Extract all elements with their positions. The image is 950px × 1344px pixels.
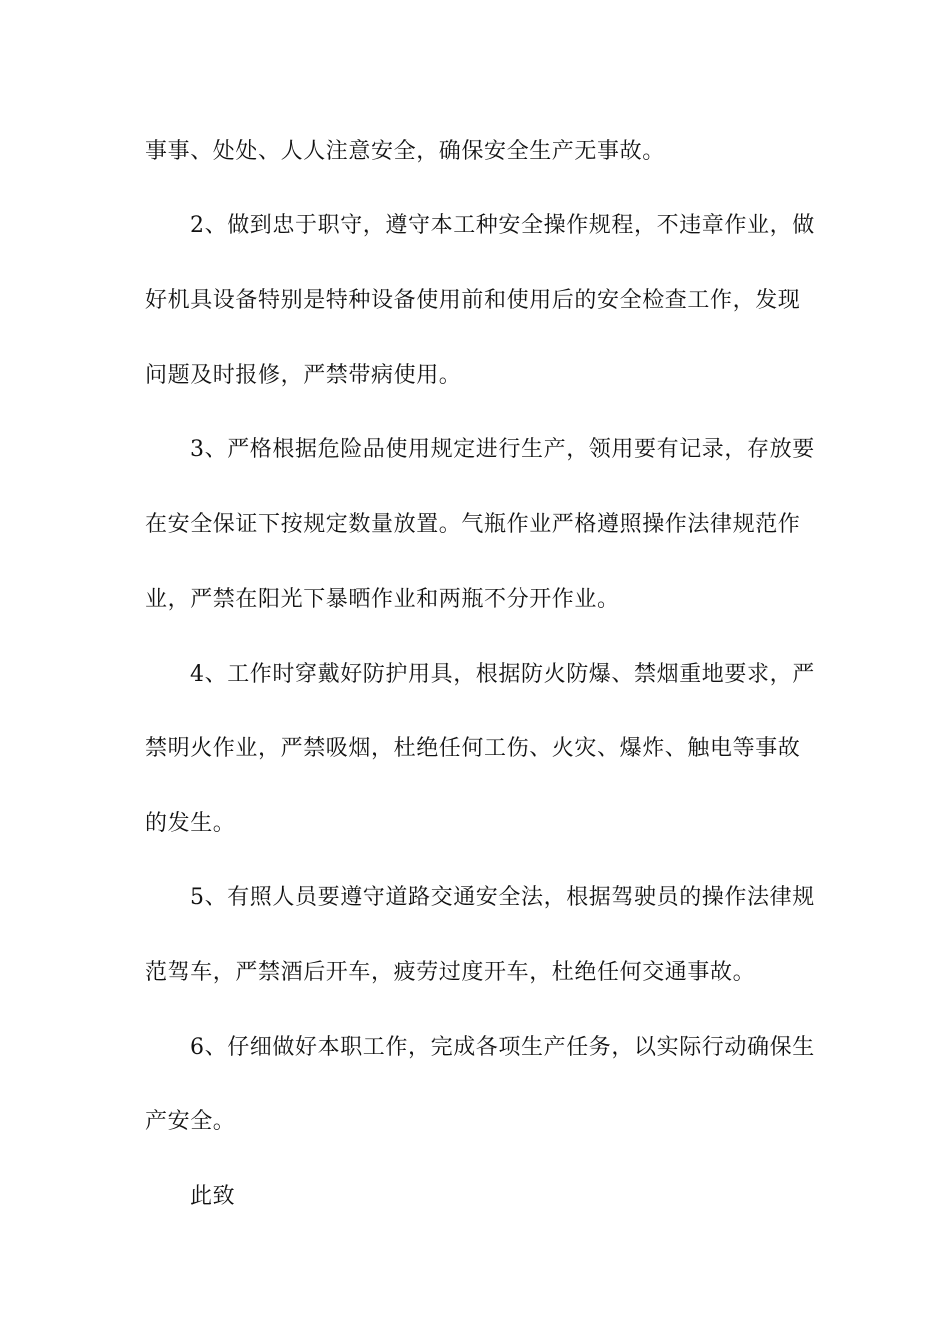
text-line: 事事、处处、人人注意安全，确保安全生产无事故。: [145, 139, 665, 164]
text-line: 3、严格根据危险品使用规定进行生产，领用要有记录，存放要: [190, 437, 815, 462]
text-line: 6、仔细做好本职工作，完成各项生产任务，以实际行动确保生: [190, 1035, 815, 1060]
text-line: 2、做到忠于职守，遵守本工种安全操作规程，不违章作业，做: [190, 213, 815, 238]
text-line: 的发生。: [145, 811, 236, 836]
text-line: 在安全保证下按规定数量放置。气瓶作业严格遵照操作法律规范作: [145, 512, 801, 537]
text-line: 4、工作时穿戴好防护用具，根据防火防爆、禁烟重地要求，严: [190, 662, 815, 687]
text-line: 范驾车，严禁酒后开车，疲劳过度开车，杜绝任何交通事故。: [145, 960, 756, 985]
text-line: 问题及时报修，严禁带病使用。: [145, 363, 462, 388]
text-line: 好机具设备特别是特种设备使用前和使用后的安全检查工作，发现: [145, 288, 801, 313]
text-line: 产安全。: [145, 1109, 236, 1134]
text-line: 5、有照人员要遵守道路交通安全法，根据驾驶员的操作法律规: [190, 885, 815, 910]
closing-salutation: 此致: [190, 1184, 236, 1209]
text-line: 业，严禁在阳光下暴晒作业和两瓶不分开作业。: [145, 587, 620, 612]
text-line: 禁明火作业，严禁吸烟，杜绝任何工伤、火灾、爆炸、触电等事故: [145, 736, 801, 761]
